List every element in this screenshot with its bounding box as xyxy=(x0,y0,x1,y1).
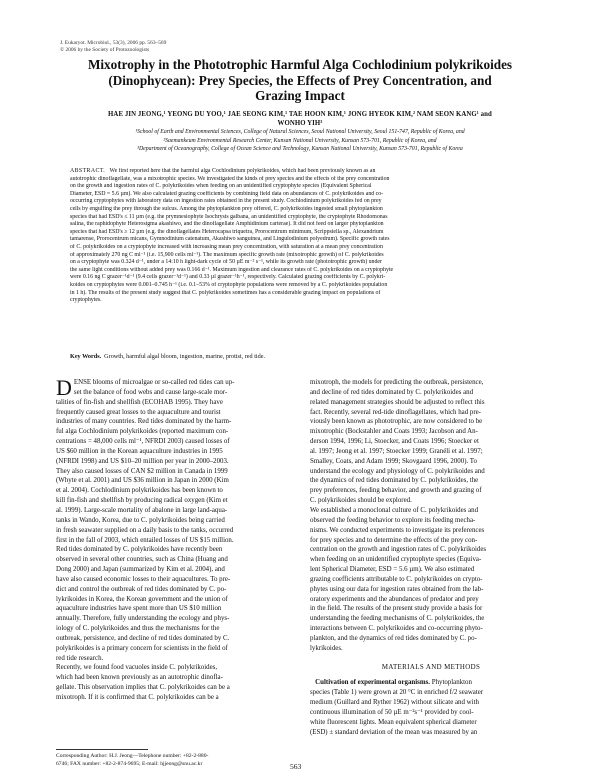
body-line: US $60 million in the Korean aquaculture industries in 1995 xyxy=(56,447,223,455)
body-line: first in the fall of 2003, which entailed losses of US $15 million. xyxy=(56,536,234,544)
body-line: viously been known as phototrophic, are now considered to be xyxy=(310,418,483,426)
author-list xyxy=(50,110,550,128)
paper-title xyxy=(50,57,550,104)
body-line: for prey species and to determine the effects of the prey con- xyxy=(310,536,478,544)
journal-citation: J. Eukaryot. Microbiol., 53(3), 2006 pp. 563–569 xyxy=(60,40,167,46)
journal-header xyxy=(60,40,166,54)
left-column xyxy=(56,375,298,703)
body-line: understanding the feeding mechanisms of C. polykrikoides, the xyxy=(310,615,485,623)
body-line: plankton, and the dynamics of red tides dominated by C. po- xyxy=(310,634,477,642)
body-line: centration on the growth and ingestion rates of C. polykrikoides xyxy=(310,546,487,554)
footnote-rule xyxy=(56,749,148,750)
abstract-line: were 0.16 ng C grazer⁻¹d⁻¹ (9.4 cells grazer⁻¹d⁻¹) and 0.33 µl grazer⁻¹h⁻¹, respectively. Calculated grazing coefficients by C. polykri- xyxy=(70,274,386,281)
abstract-line: autotrophic dinoflagellate, was a mixotrophic species. We investigated the kinds of prey species and the effects of the prey concentration xyxy=(70,175,390,182)
abstract-line: Diameter, ESD = 5.6 µm). We also calculated grazing coefficients by combining field data on abundances of C. polykrikoides and co- xyxy=(70,190,384,197)
body-line: Red tides dominated by C. polykrikoides have recently been xyxy=(56,546,223,554)
abstract-line: occurring cryptophytes with laboratory data on ingestion rates obtained in the present study. Cochlodinium polykrikoides fed on prey xyxy=(70,198,382,205)
body-line: white fluorescent lights. Mean equivalent spherical diameter xyxy=(310,718,477,726)
body-line: derson 1994, 1996; Li, Stoecker, and Coats 1996; Stoecker et xyxy=(310,438,479,446)
body-line: observed the feeding behavior to explore its feeding mecha- xyxy=(310,516,476,524)
body-line: kill fin-fish and shellfish by producing radical oxygen (Kim et xyxy=(56,497,228,505)
abstract-line: on a cryptophyte was 0.324 d⁻¹, under a 14:10 h light-dark cycle of 50 µE m⁻² s⁻¹, while its growth rate (phototrophic growth) under xyxy=(70,259,382,266)
abstract-line: species that had ESD's ≤ 11 µm (e.g. the prymnesiophyte Isochrysis galbana, an unidentified cryptophyte, the cryptophyte Rhodomonas xyxy=(70,213,388,220)
body-line: (ESD) ± standard deviation of the mean was measured by an xyxy=(310,728,478,736)
title-line-2: (Dinophycean): Prey Species, the Effects of Prey Concentration, and xyxy=(108,72,492,88)
body-line: and decline of red tides dominated by C. polykrikoides and xyxy=(310,388,474,396)
body-line: centrations = 48,000 cells ml⁻¹, NFRDI 2003) caused losses of xyxy=(56,438,230,446)
body-line: Dong 2000) and Japan (summarized by Kim et al. 2004), and xyxy=(56,566,225,574)
affiliation-2: ²Saemankeum Environmental Research Center, Kunsan National University, Kunsan 573-701, Republic of Korea, and xyxy=(163,137,437,144)
body-line: iology of C. polykrikoides and thus the mechanisms for the xyxy=(56,625,220,633)
body-line: industries of many countries. Red tides dominated by the harm- xyxy=(56,418,232,426)
body-line: dict and control the outbreak of red tides dominated by C. po- xyxy=(56,585,227,593)
body-line: mixotroph, the models for predicting the outbreak, persistence, xyxy=(310,379,484,386)
body-line: in fresh seawater supplied on a daily basis to the tanks, occurred xyxy=(56,526,234,534)
footnote xyxy=(56,752,300,768)
abstract xyxy=(70,168,534,305)
body-line: outbreak, persistence, and decline of red tides dominated by C. xyxy=(56,634,230,642)
body-line: continuous illumination of 50 µE m⁻²s⁻¹ provided by cool- xyxy=(310,708,474,716)
body-line: understand the ecology and physiology of C. polykrikoides and xyxy=(310,467,485,475)
body-line: observed in several other countries, such as China (Huang and xyxy=(56,556,228,564)
body-line: C. polykrikoides should be explored. xyxy=(310,497,412,505)
body-line: lykrikoides. xyxy=(310,644,343,652)
abstract-line: the same light conditions without added prey was 0.166 d⁻¹. Maximum ingestion and clearance rates of C. polykrikoides on a cryptophyte xyxy=(70,266,394,273)
body-line: related management strategies should be adjusted to reflect this xyxy=(310,398,485,406)
body-line: phytes using our data for ingestion rates obtained from the lab- xyxy=(310,585,484,593)
body-line: gellate. This observation implies that C. polykrikoides can be a xyxy=(56,684,230,692)
abstract-label: ABSTRACT. xyxy=(70,168,106,174)
body-line: et al. 2004). Cochlodinium polykrikoides has been known to xyxy=(56,487,223,495)
authors-line-1: HAE JIN JEONG,¹ YEONG DU YOO,¹ JAE SEONG KIM,¹ TAE HOON KIM,¹ JONG HYEOK KIM,² NAM SEON KANG¹ and xyxy=(108,111,492,118)
body-line: have also caused economic losses to their aquacultures. To pre- xyxy=(56,575,231,583)
title-line-1: Mixotrophy in the Phototrophic Harmful Alga Cochlodinium polykrikoides xyxy=(87,57,513,72)
body-line: They also caused losses of CAN $2 million in Canada in 1999 xyxy=(56,467,228,475)
body-line: in the field. The results of the present study provide a basis for xyxy=(310,605,483,613)
body-line: (Whyte et al. 2001) and US $36 million in Japan in 2000 (Kim xyxy=(56,477,229,485)
body-line: lent Spherical Diameter, ESD = 5.6 µm). We also estimated xyxy=(310,566,475,574)
body-line: ENSE blooms of microalgae or so-called red tides can up- xyxy=(73,379,235,386)
body-line: mixotrophic (Bockstahler and Coats 1993; Jacobson and An- xyxy=(310,428,478,436)
keywords-label: Key Words. xyxy=(70,353,102,360)
body-line: al. 1999). Large-scale mortality of abalone in large land-aqua- xyxy=(56,506,228,514)
drop-cap: D xyxy=(56,375,72,400)
body-line: set the balance of food webs and cause large-scale mor- xyxy=(73,388,228,396)
abstract-line: of C. polykrikoides on a cryptophyte increased with increasing mean prey concentration, with saturation at a mean prey concentration xyxy=(70,243,383,250)
title-line-3: Grazing Impact xyxy=(255,88,345,103)
affiliation-3: ³Department of Oceanography, College of Ocean Science and Technology, Kunsan National University, Kunsan 573-701, Republic of Korea xyxy=(137,146,463,153)
body-line: grazing coefficients attributable to C. polykrikoides on crypto- xyxy=(310,575,483,583)
abstract-line: species that had ESD's ≥ 12 µm (e.g. the dinoflagellates Heterocapsa triquetra, Prorocentrum minimum, Scrippsiella sp., Alexandrium xyxy=(70,228,384,235)
keywords xyxy=(70,353,534,361)
affiliation-1: ¹School of Earth and Environmental Sciences, College of Natural Sciences, Seoul National University, Seoul 151-747, Republic of Korea, and xyxy=(135,129,465,135)
body-line: frequently caused great losses to the aquaculture and tourist xyxy=(56,408,221,416)
body-line: interactions between C. polykrikoides and co-occurring phyto- xyxy=(310,625,483,633)
abstract-line: on the growth and ingestion rates of C. polykrikoides when feeding on an unidentified cryptophyte species (Equivalent Spherical xyxy=(70,183,372,190)
body-line: annually. Therefore, fully understanding the ecology and phys- xyxy=(56,615,230,623)
right-column xyxy=(310,378,552,737)
journal-copyright: © 2006 by the Society of Protozoologists xyxy=(60,47,150,53)
subheading: Cultivation of experimental organisms. xyxy=(315,679,431,687)
body-line: (NFRDI 1998) and US $10–20 million per year in 2000–2003. xyxy=(56,457,229,465)
abstract-line: salina, the raphidophyte Heterosigma akashiwo, and the dinoflagellate Amphidinium carterae). It did not feed on larger phytoplankton xyxy=(70,221,384,228)
body-line: lykrikoides in Korea, the Korean government and the union of xyxy=(56,595,228,603)
page-number: 563 xyxy=(290,762,302,771)
authors-line-2: WONHO YIH³ xyxy=(277,120,323,127)
body-line: oratory experiments and the abundances of predator and prey xyxy=(310,595,479,603)
body-line: polykrikoides is a primary concern for scientists in the field of xyxy=(56,644,228,652)
keywords-text: Growth, harmful algal bloom, ingestion, marine, protist, red tide. xyxy=(104,353,266,360)
body-line: prey preferences, feeding behavior, and growth and grazing of xyxy=(310,487,482,495)
abstract-line: cells by engulfing the prey through the sulcus. Among the phytoplankton prey offered, C. polykrikoides ingested small phytoplankton xyxy=(70,205,383,212)
body-line: species (Table 1) were grown at 20 °C in enriched f/2 seawater xyxy=(310,689,484,697)
body-line: Smalley, Coats, and Adam 1999; Skovgaard 1996, 2000). To xyxy=(310,457,477,465)
section-heading: MATERIALS AND METHODS xyxy=(381,664,481,672)
footnote-line-1: Corresponding Author: H.J. Jeong—Telephone number: +82-2-880- xyxy=(56,753,209,759)
abstract-line: ABSTRACT. We first reported here that the harmful alga Cochlodinium polykrikoides, which had been previously known as an xyxy=(70,168,376,174)
body-line: mixotroph. If it is confirmed that C. polykrikoides can be a xyxy=(56,694,219,701)
body-line: ful alga Cochlodinium polykrikoides (reported maximum con- xyxy=(56,428,229,436)
abstract-line: tamarense, Prorocentrum micans, Gymnodinium catenatum, Akashiwo sanguinea, and Lingulodinium polyedrum). Specific growth rates xyxy=(70,236,390,243)
body-line: We established a monoclonal culture of C. polykrikoides and xyxy=(310,506,479,514)
body-line: fact. Recently, several red-tide dinoflagellates, which had pre- xyxy=(310,408,481,416)
body-line: Cultivation of experimental organisms. Phytoplankton xyxy=(315,679,472,687)
lead-lines xyxy=(74,378,298,398)
body-line: nisms. We conducted experiments to investigate its preferences xyxy=(310,526,485,534)
body-line: talities of fin-fish and shellfish (ECOHAB 1995). They have xyxy=(56,398,223,406)
body-line: when feeding on an unidentified cryptophyte species (Equiva- xyxy=(310,556,482,564)
abstract-line: koides on cryptophytes were 0.001–0.745 h⁻¹ (i.e. 0.1–53% of cryptophyte populations were removed by a C. polykrikoides population xyxy=(70,281,388,288)
abstract-line: in 1 h). The results of the present study suggest that C. polykrikoides sometimes has a considerable grazing impact on populations of xyxy=(70,289,381,296)
abstract-line: of approximately 270 ng C ml⁻¹ (i.e. 15,900 cells ml⁻¹). The maximum specific growth rate (mixotrophic growth) of C. polykrikoides xyxy=(70,251,384,258)
body-line: tanks in Wando, Korea, due to C. polykrikoides being carried xyxy=(56,516,225,524)
body-line: al. 1997; Jeong et al. 1997; Stoecker 1999; Granéli et al. 1997; xyxy=(310,447,483,455)
footnote-line-2: 6746; FAX number: +82-2-874-9695; E-mail: hjjeong@snu.ac.kr xyxy=(56,761,203,767)
affiliations xyxy=(40,128,560,154)
body-line: medium (Guillard and Ryther 1962) without silicate and with xyxy=(310,699,479,706)
body-line: the dynamics of red tides dominated by C. polykrikoides, the xyxy=(310,477,479,485)
body-line: red tide research. xyxy=(56,654,104,662)
body-line: aquaculture industries have spent more than US $10 million xyxy=(56,605,222,613)
body-line: Recently, we found food vacuoles inside C. polykrikoides, xyxy=(56,664,218,672)
body-line: which had been known previously as an autotrophic dinofla- xyxy=(56,674,223,682)
abstract-line: cryptophytes. xyxy=(70,297,102,304)
